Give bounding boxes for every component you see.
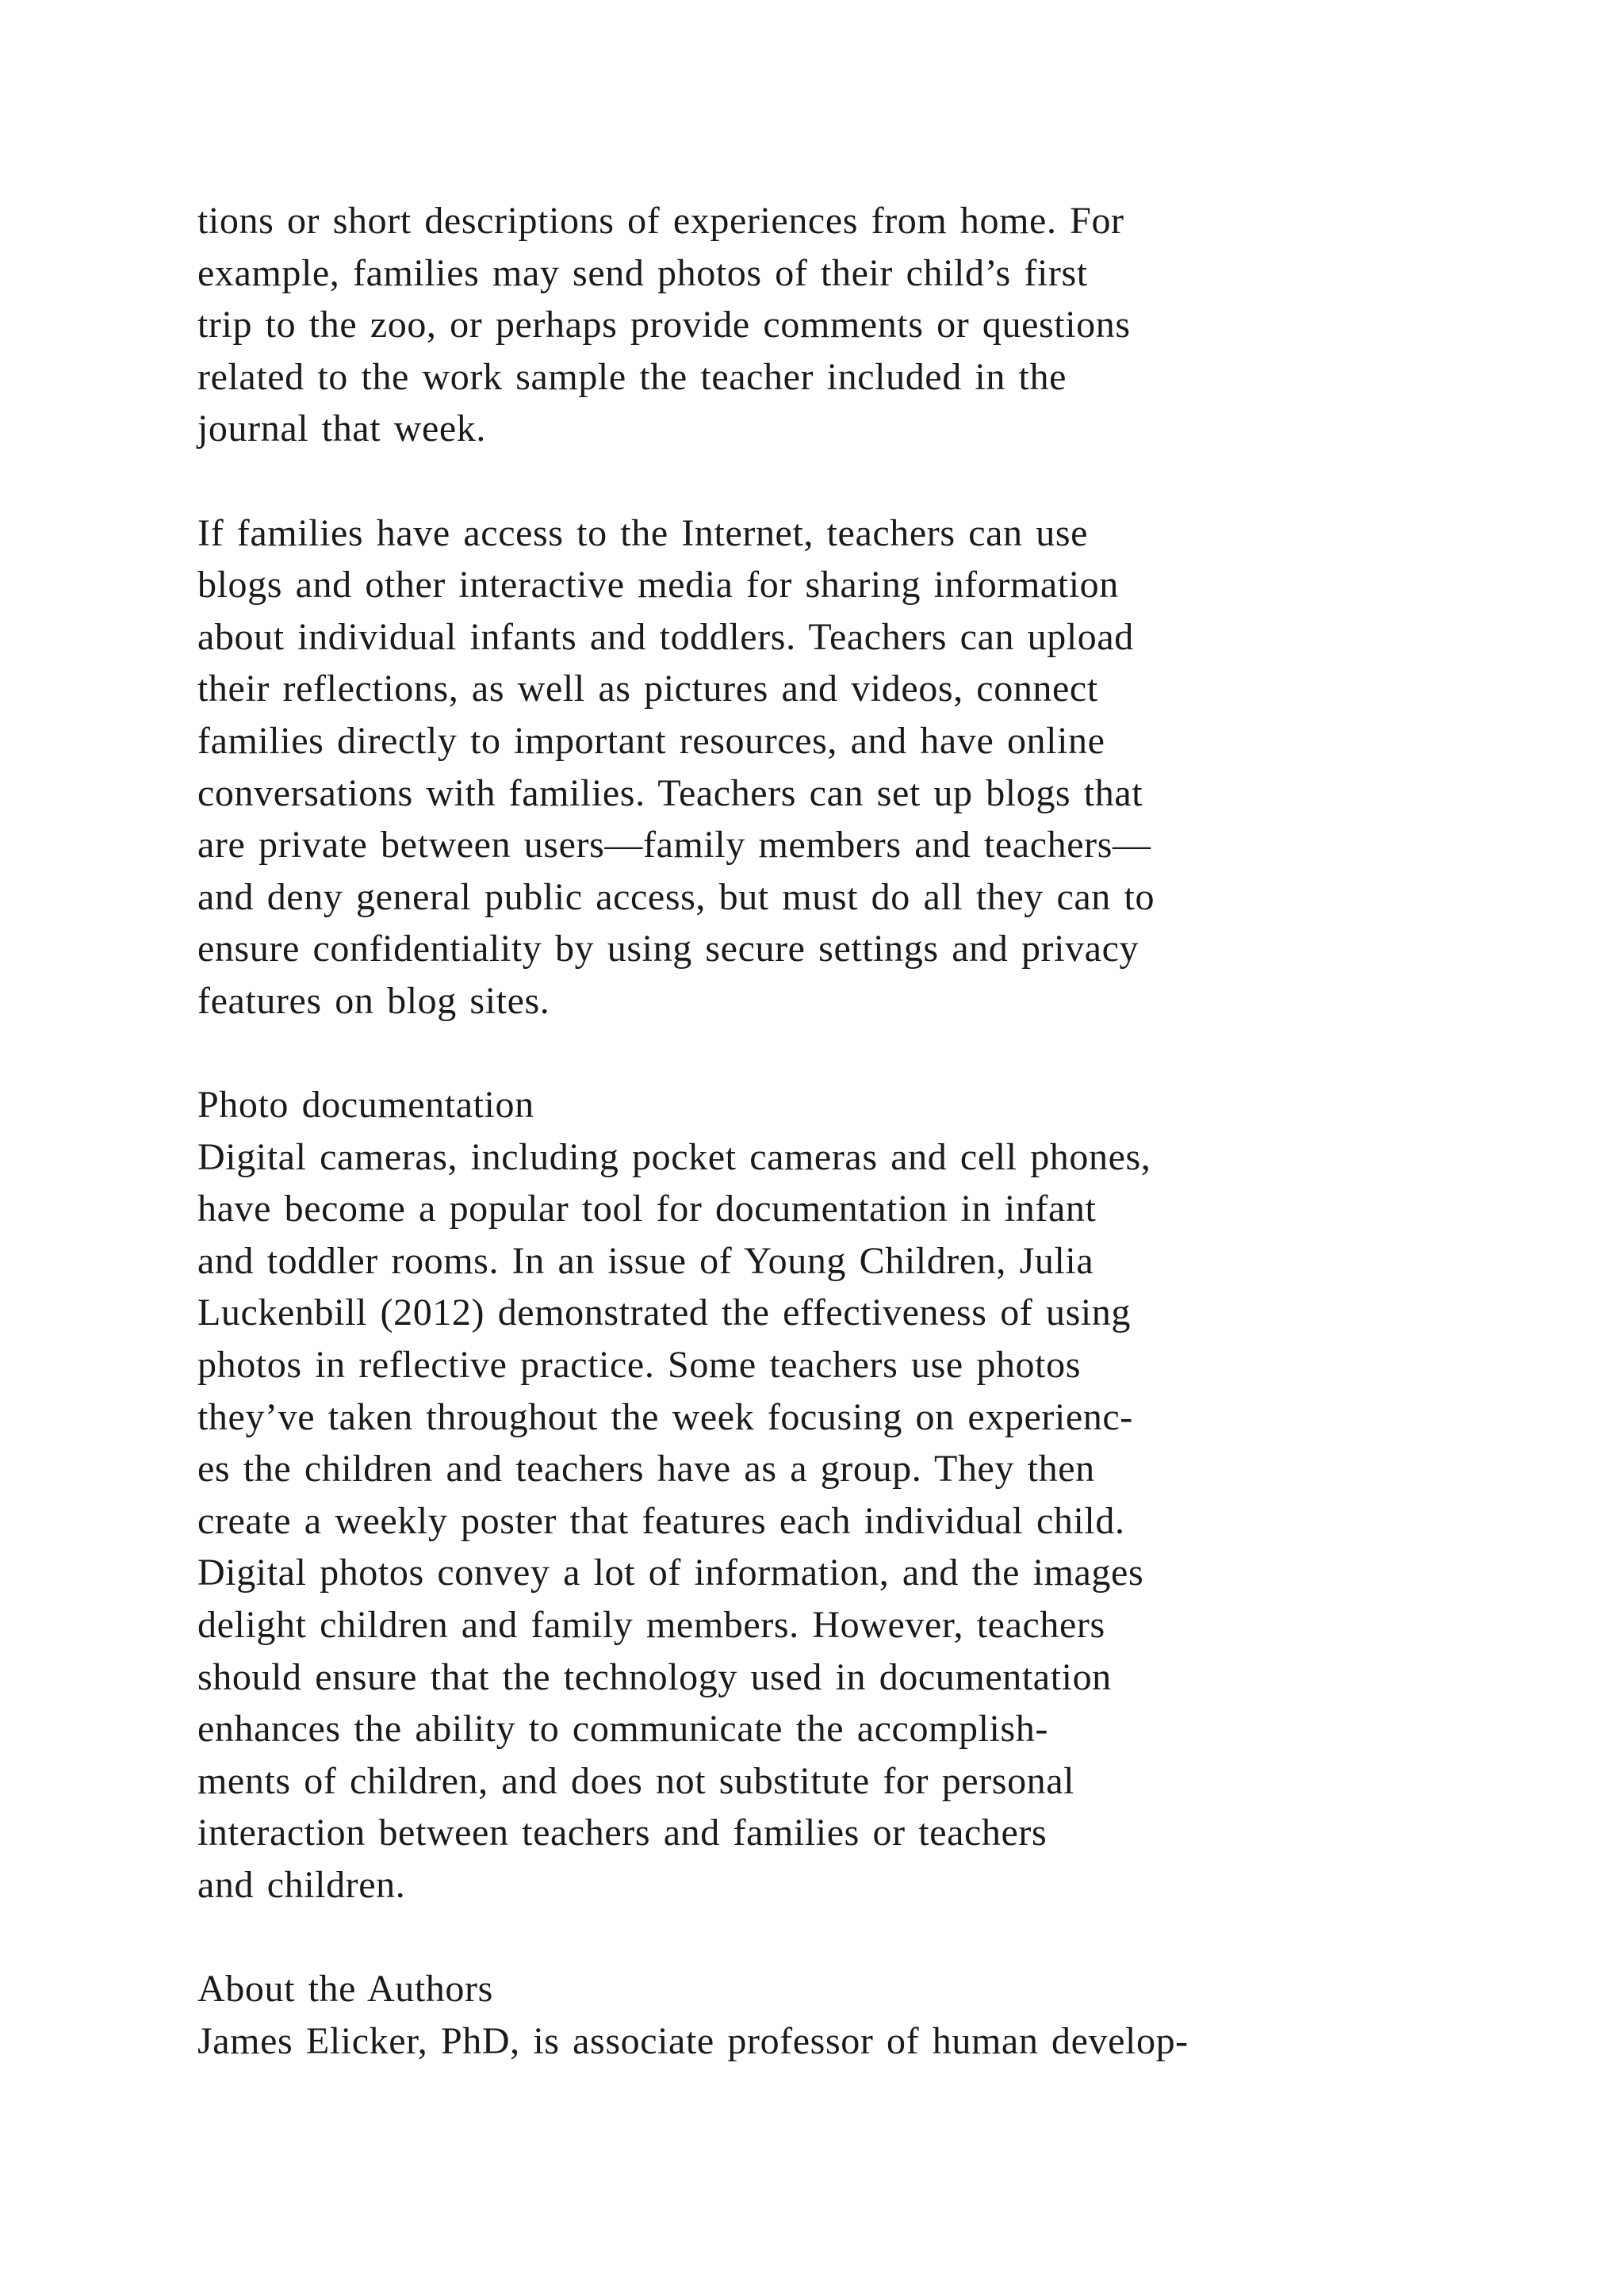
- text-line: If families have access to the Internet, teachers can use: [197, 511, 1089, 554]
- text-line: James Elicker, PhD, is associate professor of human develop-: [197, 2019, 1189, 2062]
- section-heading: Photo documentation: [197, 1084, 534, 1127]
- text-line: Digital photos convey a lot of information, and the images: [197, 1552, 1144, 1594]
- text-line: blogs and other interactive media for sharing information: [197, 564, 1119, 607]
- text-line: journal that week.: [197, 408, 487, 450]
- paragraph-photo-documentation: [197, 1079, 1434, 1911]
- text-line: tions or short descriptions of experiences from home. For: [197, 200, 1124, 242]
- text-line: enhances the ability to communicate the accomplish-: [197, 1708, 1048, 1751]
- text-line: ensure confidentiality by using secure settings and privacy: [197, 928, 1139, 970]
- paragraph-about-authors: [197, 1963, 1434, 2067]
- text-line: families directly to important resources, and have online: [197, 719, 1105, 762]
- text-line: create a weekly poster that features each individual child.: [197, 1499, 1125, 1542]
- text-line: interaction between teachers and families or teachers: [197, 1812, 1048, 1854]
- text-line: related to the work sample the teacher included in the: [197, 355, 1067, 398]
- body-text: [197, 195, 1434, 2067]
- section-heading: About the Authors: [197, 1968, 493, 2011]
- text-line: trip to the zoo, or perhaps provide comments or questions: [197, 304, 1131, 346]
- text-line: ments of children, and does not substitute for personal: [197, 1759, 1075, 1802]
- paragraph-gap: [197, 1911, 1434, 1964]
- text-line: features on blog sites.: [197, 979, 550, 1022]
- text-line: example, families may send photos of their child’s first: [197, 251, 1088, 294]
- text-line: they’ve taken throughout the week focusing on experienc-: [197, 1395, 1133, 1438]
- text-line: Luckenbill (2012) demonstrated the effectiveness of using: [197, 1292, 1131, 1334]
- text-line: and deny general public access, but must do all they can to: [197, 875, 1155, 918]
- text-line: delight children and family members. However, teachers: [197, 1604, 1105, 1647]
- paragraph-gap: [197, 1027, 1434, 1080]
- text-line: and toddler rooms. In an issue of Young Children, Julia: [197, 1239, 1094, 1282]
- text-line: their reflections, as well as pictures and videos, connect: [197, 668, 1098, 710]
- text-line: have become a popular tool for documentation in infant: [197, 1188, 1097, 1230]
- text-line: are private between users—family members and teachers—: [197, 824, 1151, 867]
- paragraph-internet-blogs: [197, 507, 1434, 1027]
- paragraph-home-experiences: [197, 195, 1434, 455]
- text-line: Digital cameras, including pocket cameras and cell phones,: [197, 1135, 1151, 1178]
- text-line: es the children and teachers have as a group. They then: [197, 1448, 1095, 1490]
- text-line: photos in reflective practice. Some teachers use photos: [197, 1344, 1081, 1387]
- text-line: about individual infants and toddlers. Teachers can upload: [197, 615, 1134, 658]
- text-line: and children.: [197, 1864, 406, 1906]
- text-line: conversations with families. Teachers can set up blogs that: [197, 771, 1143, 814]
- paragraph-gap: [197, 455, 1434, 507]
- text-line: should ensure that the technology used in documentation: [197, 1655, 1112, 1698]
